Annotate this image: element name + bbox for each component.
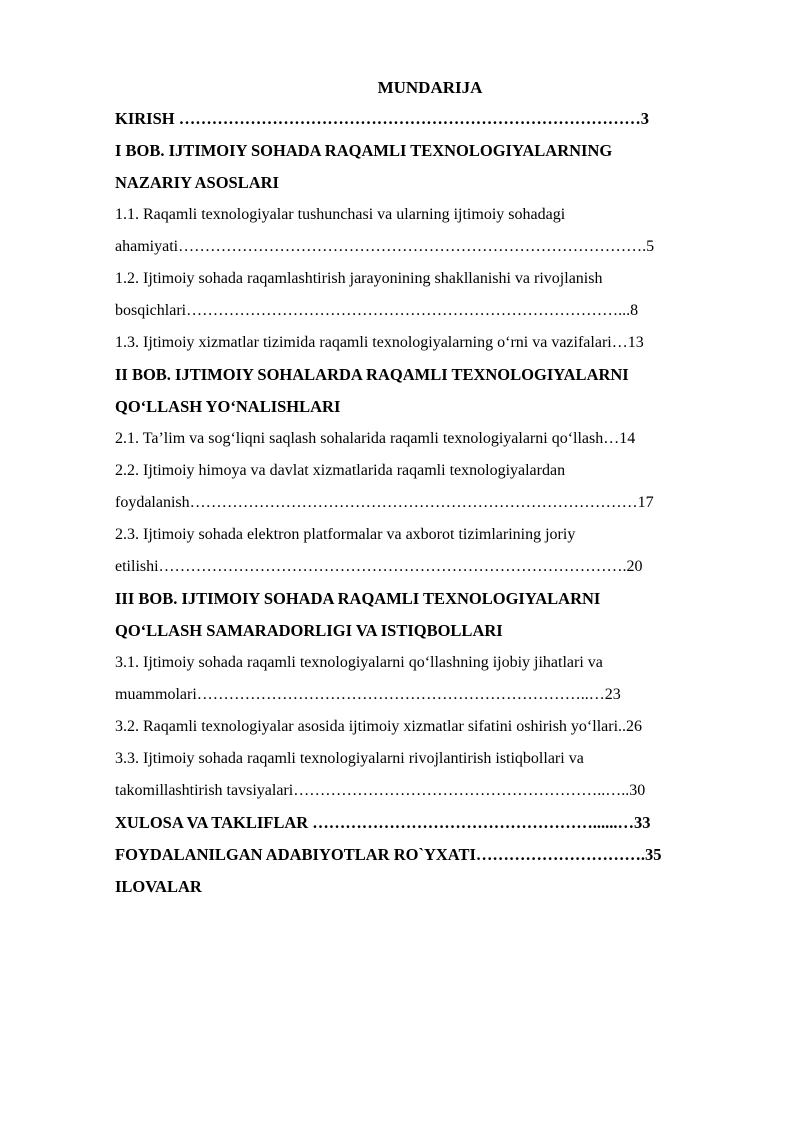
- page-title: MUNDARIJA: [377, 78, 483, 97]
- toc-entry-line: takomillashtirish tavsiyalari…………………………………………………..…..30: [115, 782, 646, 799]
- toc-entry-line: 2.2. Ijtimoiy himoya va davlat xizmatlarida raqamli texnologiyalardan: [115, 462, 566, 479]
- toc-entry-line: ahamiyati…………………………………………………………………………….5: [115, 238, 655, 255]
- toc-entry-line: bosqichlari………………………………………………………………………...8: [115, 302, 639, 319]
- toc-entry-line: 2.3. Ijtimoiy sohada elektron platformalar va axborot tizimlarining joriy: [115, 526, 576, 543]
- toc-heading-line: QOʻLLASH YOʻNALISHLARI: [115, 397, 341, 416]
- table-of-contents: [115, 103, 745, 903]
- toc-entry-line: 2.1. Taʼlim va sogʻliqni saqlash sohalarida raqamli texnologiyalarni qoʻllash…14: [115, 430, 636, 447]
- document-page: [115, 74, 745, 903]
- toc-entry-line: foydalanish…………………………………………………………………………17: [115, 494, 654, 511]
- toc-heading-line: NAZARIY ASOSLARI: [115, 173, 279, 192]
- toc-heading-line: I BOB. IJTIMOIY SOHADA RAQAMLI TEXNOLOGIYALARNING: [115, 141, 613, 160]
- toc-heading-line: ILOVALAR: [115, 877, 202, 896]
- toc-entry-line: 1.3. Ijtimoiy xizmatlar tizimida raqamli texnologiyalarning oʻrni va vazifalari…13: [115, 334, 644, 351]
- toc-heading-line: II BOB. IJTIMOIY SOHALARDA RAQAMLI TEXNOLOGIYALARNI: [115, 365, 629, 384]
- toc-entry-line: 3.3. Ijtimoiy sohada raqamli texnologiyalarni rivojlantirish istiqbollari va: [115, 750, 584, 767]
- toc-heading-line: III BOB. IJTIMOIY SOHADA RAQAMLI TEXNOLOGIYALARNI: [115, 589, 601, 608]
- toc-entry-line: 3.1. Ijtimoiy sohada raqamli texnologiyalarni qoʻllashning ijobiy jihatlari va: [115, 654, 603, 671]
- toc-entry-line: 1.2. Ijtimoiy sohada raqamlashtirish jarayonining shakllanishi va rivojlanish: [115, 270, 603, 287]
- toc-heading-line: KIRISH …………………………………………………………………………3: [115, 109, 649, 128]
- toc-entry-line: etilishi…………………………………………………………………………….20: [115, 558, 643, 575]
- toc-heading-line: XULOSA VA TAKLIFLAR ……………………………………………......…33: [115, 813, 651, 832]
- toc-entry-line: 3.2. Raqamli texnologiyalar asosida ijtimoiy xizmatlar sifatini oshirish yoʻllari..26: [115, 718, 643, 735]
- toc-heading-line: FOYDALANILGAN ADABIYOTLAR RO`YXATI………………………….35: [115, 845, 662, 864]
- toc-heading-line: QOʻLLASH SAMARADORLIGI VA ISTIQBOLLARI: [115, 621, 503, 640]
- toc-entry-line: 1.1. Raqamli texnologiyalar tushunchasi va ularning ijtimoiy sohadagi: [115, 206, 566, 223]
- toc-entry-line: muammolari………………………………………………………………..…23: [115, 686, 621, 703]
